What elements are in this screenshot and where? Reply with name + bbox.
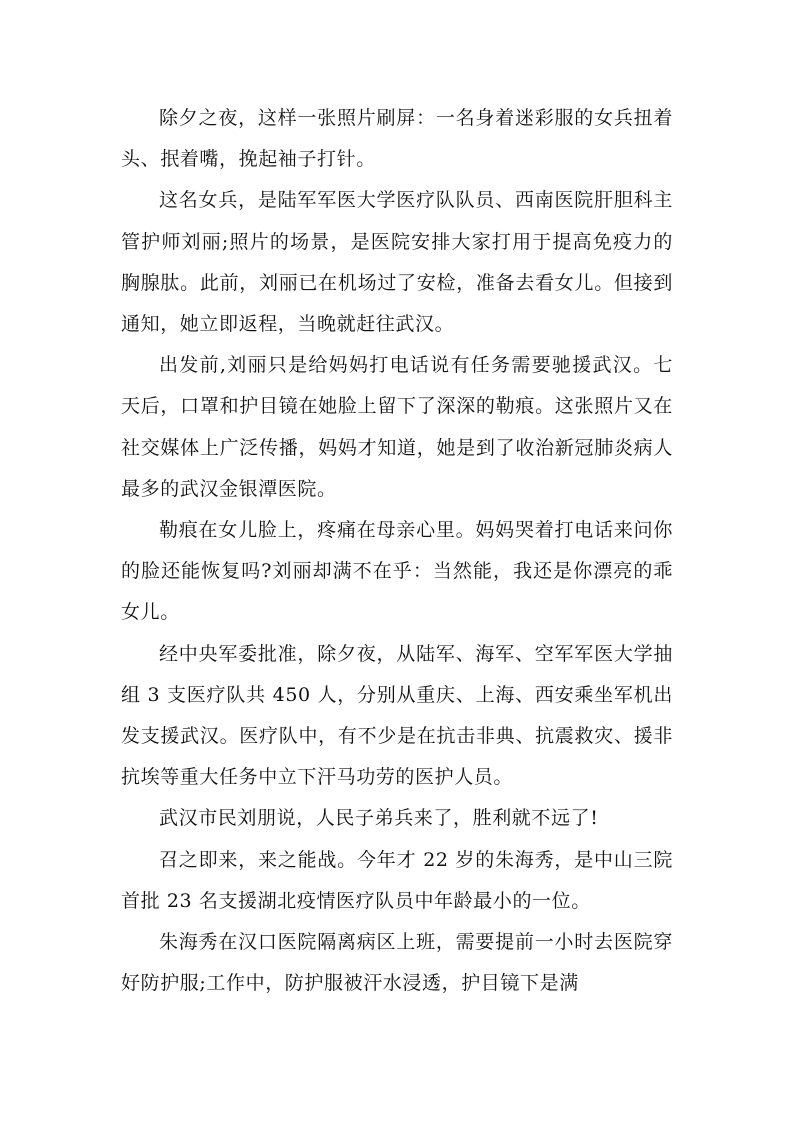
paragraph-5: 经中央军委批准，除夕夜，从陆军、海军、空军军医大学抽组 3 支医疗队共 450 人，分别从重庆、上海、西安乘坐军机出发支援武汉。医疗队中，有不少是在抗击非典、抗震救灾、援非抗埃等重大任务中立下汗马功劳的医护人员。 — [121, 642, 673, 789]
paragraph-1: 除夕之夜，这样一张照片刷屏：一名身着迷彩服的女兵扭着头、抿着嘴，挽起袖子打针。 — [121, 107, 673, 171]
paragraph-7: 召之即来，来之能战。今年才 22 岁的朱海秀，是中山三院首批 23 名支援湖北疫情医疗队员中年龄最小的一位。 — [121, 848, 673, 912]
paragraph-6: 武汉市民刘朋说，人民子弟兵来了，胜利就不远了! — [159, 807, 599, 830]
paragraph-4: 勒痕在女儿脸上，疼痛在母亲心里。妈妈哭着打电话来问你的脸还能恢复吗?刘丽却满不在乎：当然能，我还是你漂亮的乖女儿。 — [121, 519, 673, 624]
document-body — [121, 98, 673, 1004]
paragraph-8: 朱海秀在汉口医院隔离病区上班，需要提前一小时去医院穿好防护服;工作中，防护服被汗水浸透，护目镜下是满 — [121, 931, 673, 995]
paragraph-2: 这名女兵，是陆军军医大学医疗队队员、西南医院肝胆科主管护师刘丽;照片的场景，是医院安排大家打用于提高免疫力的胸腺肽。此前，刘丽已在机场过了安检，准备去看女儿。但接到通知，她立即返程，当晚就赶往武汉。 — [121, 189, 673, 336]
paragraph-3: 出发前,刘丽只是给妈妈打电话说有任务需要驰援武汉。七天后，口罩和护目镜在她脸上留下了深深的勒痕。这张照片又在社交媒体上广泛传播，妈妈才知道，她是到了收治新冠肺炎病人最多的武汉金银潭医院。 — [121, 354, 673, 500]
